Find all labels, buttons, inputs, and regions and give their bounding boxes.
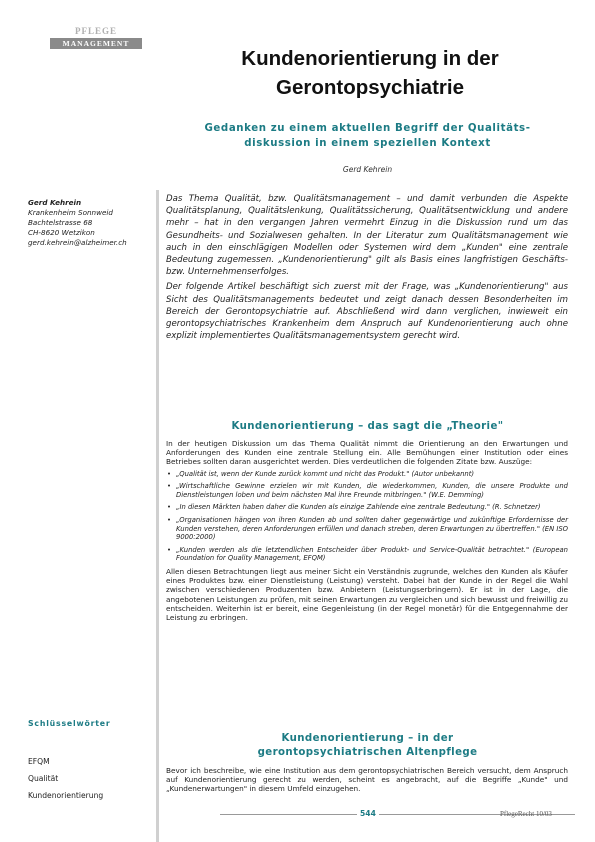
section2-body: Bevor ich beschreibe, wie eine Institution aus dem gerontopsychiatrischen Bereich versucht, dem Anspruch auf Kundenorientierung gerecht zu werden, scheint es angebracht, auf die Begriffe „Kunde" und „Kundenerwartungen" in diesem Umfeld einzugehen. — [166, 766, 568, 794]
byline: Gerd Kehrein — [342, 165, 393, 174]
column-divider — [156, 190, 159, 842]
bullet-icon: • — [167, 503, 172, 512]
section2-heading-line2: gerontopsychiatrischen Altenpflege — [257, 747, 478, 758]
author-city: CH-8620 Wetzikon — [28, 228, 95, 237]
journal-logo — [50, 26, 142, 52]
section1-heading: Kundenorientierung – das sagt die „Theorie" — [231, 421, 504, 432]
author-street: Bachtelstrasse 68 — [28, 218, 93, 227]
keywords-list — [28, 753, 103, 804]
keywords-heading: Schlüsselwörter — [28, 719, 111, 728]
journal-issue: PflegeRecht 10/03 — [500, 810, 552, 818]
keyword-item: EFQM — [28, 757, 50, 766]
quote-item: • „In diesen Märkten haben daher die Kunden als einzige Zahlende eine zentrale Bedeutung." (R. Schnetzer) — [167, 503, 541, 512]
page-number: 544 — [357, 809, 379, 818]
intro-text — [166, 193, 568, 345]
bullet-icon: • — [167, 482, 172, 491]
quote-item: • „Qualität ist, wenn der Kunde zurück kommt und nicht das Produkt." (Autor unbekannt) — [167, 469, 475, 478]
keyword-item: Kundenorientierung — [28, 791, 104, 800]
section1-paragraph-1: In der heutigen Diskussion um das Thema Qualität nimmt die Orientierung an den Erwartungen und Anforderungen des Kunden eine zentrale Stellung ein. Alle Bemühungen einer Institution oder eines Betriebes sollten daran ausgerichtet werden. Dies verdeutlichen die folgenden Zitate bzw. Auszüge: — [166, 439, 568, 467]
author-institution: Krankenheim Sonnweid — [28, 208, 113, 217]
intro-paragraph-2: Der folgende Artikel beschäftigt sich zuerst mit der Frage, was „Kundenorientierung" aus Sicht des Qualitätsmanagements bedeutet und zeigt danach dessen Besonderheiten im Bereich der Gerontopsychiatrie auf. Abschließend wird dann verglichen, inwieweit ein gerontopsychiatrisches Krankenheim dem Anspruch auf Kundenorientierung auch ohne explizit implementiertes Qualitätsmanagementsystem gerecht wird. — [166, 282, 568, 342]
section1-paragraph-2: Allen diesen Betrachtungen liegt aus meiner Sicht ein Verständnis zugrunde, welches den Kunden als Käufer eines Produktes bzw. einer Dienstleistung (Leistung) versteht. Dabei hat der Kunde in der Regel die Wahl zwischen verschiedenen Produzenten bzw. Anbietern (Leistungserbringern). Er ist in der Lage, die angebotenen Leistungen zu prüfen, mit seinen Erwartungen zu vergleichen und sich bewusst und freiwillig zu entscheiden. Weiterhin ist er bereit, eine Gegenleistung (in der Regel monetär) für die Entgegennahme der Leistung zu erbringen. — [166, 566, 568, 622]
author-name: Gerd Kehrein — [28, 198, 82, 207]
bullet-icon: • — [167, 469, 172, 478]
article-title — [170, 44, 570, 102]
section2-heading — [160, 732, 575, 760]
quote-list — [166, 470, 568, 563]
intro-paragraph-1: Das Thema Qualität, bzw. Qualitätsmanagement – und damit verbunden die Aspekte Qualitätsplanung, Qualitätslenkung, Qualitätssicherung, Qualitätsentwicklung und andere mehr – hat in den vergangen Jahren vermehrt Einzug in die Diskussion rund um das Gesundheits- und Sozialwesen gehalten. In der Literatur zum Qualitätsmanagement wie auch in den einschlägigen Modellen oder Systemen wird dem „Kunden" eine zentrale Bedeutung zugemessen. „Kundenorientierung" gilt als Basis eines langfristigen Geschäfts- bzw. Unternehmenserfolges. — [166, 194, 568, 278]
section1-body — [166, 439, 568, 624]
subtitle-line2: diskussion in einem speziellen Kontext — [244, 138, 491, 149]
bullet-icon: • — [167, 545, 172, 554]
subtitle-line1: Gedanken zu einem aktuellen Begriff der Qualitäts- — [204, 123, 531, 134]
bullet-icon: • — [167, 515, 172, 524]
quote-item: • „Wirtschaftliche Gewinne erzielen wir mit Kunden, die wiederkommen, Kunden, die unsere Produkte und Dienstleistungen loben und beim nächsten Mal ihre Freunde mitbringen." (W.E. Demming) — [167, 482, 568, 499]
logo-line2: MANAGEMENT — [50, 38, 142, 49]
title-line2: Gerontopsychiatrie — [276, 76, 464, 99]
author-info — [28, 198, 153, 248]
quote-item: • „Organisationen hängen von ihren Kunden ab und sollten daher gegenwärtige und zukünftige Erfordernisse der Kunden verstehen, deren Anforderungen erfüllen und danach streben, deren Erwartungen zu übertreffen." (EN ISO 9000:2000) — [167, 515, 568, 542]
section2-heading-line1: Kundenorientierung – in der — [281, 733, 454, 744]
quote-item: • „Kunden werden als die letztendlichen Entscheider über Produkt- und Service-Qualität betrachtet." (European Foundation for Quality Management, EFQM) — [167, 545, 568, 563]
title-line1: Kundenorientierung in der — [241, 47, 499, 70]
author-email[interactable]: gerd.kehrein@alzheimer.ch — [28, 238, 127, 247]
logo-line1: PFLEGE — [74, 26, 117, 36]
article-subtitle — [160, 121, 575, 151]
keyword-item: Qualität — [28, 774, 59, 783]
